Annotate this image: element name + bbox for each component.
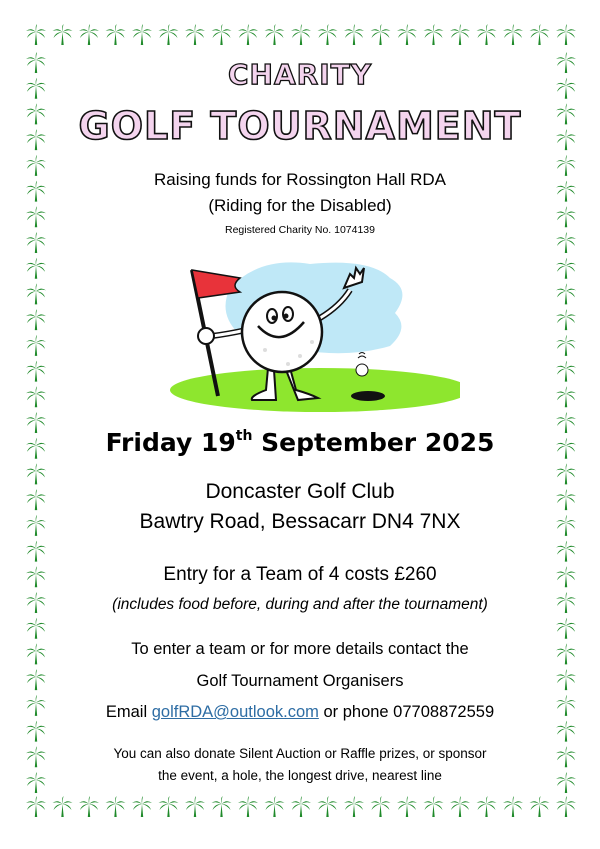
- palm-tree-icon: [26, 206, 46, 227]
- title-charity: CHARITY: [227, 58, 372, 91]
- donate-line-1: You can also donate Silent Auction or Raffle prizes, or sponsor: [113, 746, 487, 761]
- palm-tree-icon: [556, 258, 576, 279]
- palm-tree-icon: [530, 24, 550, 45]
- palm-tree-icon: [159, 796, 179, 817]
- palm-tree-icon: [26, 489, 46, 510]
- palm-tree-icon: [26, 695, 46, 716]
- palm-tree-icon: [26, 721, 46, 742]
- palm-tree-icon: [556, 181, 576, 202]
- palm-tree-icon: [318, 24, 338, 45]
- palm-tree-icon: [556, 721, 576, 742]
- palm-tree-icon: [26, 746, 46, 767]
- palm-tree-icon: [556, 515, 576, 536]
- palm-tree-icon: [556, 309, 576, 330]
- palm-tree-icon: [265, 24, 285, 45]
- palm-tree-icon: [318, 796, 338, 817]
- border-left-column: [26, 52, 46, 793]
- palm-tree-icon: [26, 541, 46, 562]
- border-bottom-row: [26, 796, 576, 817]
- palm-tree-icon: [106, 796, 126, 817]
- palm-tree-icon: [450, 24, 470, 45]
- palm-tree-icon: [556, 772, 576, 793]
- palm-tree-icon: [265, 796, 285, 817]
- palm-tree-icon: [450, 796, 470, 817]
- border-right-column: [556, 52, 576, 793]
- title-golf-tournament: GOLF TOURNAMENT: [78, 104, 522, 148]
- palm-tree-icon: [556, 386, 576, 407]
- palm-tree-icon: [26, 386, 46, 407]
- palm-tree-icon: [556, 746, 576, 767]
- palm-tree-icon: [477, 24, 497, 45]
- palm-tree-icon: [26, 643, 46, 664]
- palm-tree-icon: [556, 695, 576, 716]
- palm-tree-icon: [397, 24, 417, 45]
- palm-tree-icon: [26, 361, 46, 382]
- palm-tree-icon: [159, 24, 179, 45]
- subtitle-riding: (Riding for the Disabled): [208, 196, 392, 215]
- palm-tree-icon: [26, 52, 46, 73]
- palm-tree-icon: [238, 796, 258, 817]
- palm-tree-icon: [26, 796, 46, 817]
- palm-tree-icon: [26, 283, 46, 304]
- palm-tree-icon: [26, 669, 46, 690]
- palm-tree-icon: [132, 796, 152, 817]
- palm-tree-icon: [291, 796, 311, 817]
- palm-tree-icon: [556, 541, 576, 562]
- palm-tree-icon: [503, 24, 523, 45]
- palm-tree-icon: [53, 24, 73, 45]
- palm-tree-icon: [26, 592, 46, 613]
- palm-tree-icon: [26, 155, 46, 176]
- palm-tree-icon: [53, 796, 73, 817]
- palm-tree-icon: [556, 618, 576, 639]
- palm-tree-icon: [556, 335, 576, 356]
- event-date: Friday 19th September 2025: [105, 428, 495, 457]
- email-link[interactable]: golfRDA@outlook.com: [151, 703, 319, 721]
- palm-tree-icon: [344, 796, 364, 817]
- palm-tree-icon: [26, 438, 46, 459]
- palm-tree-icon: [556, 796, 576, 817]
- palm-tree-icon: [530, 796, 550, 817]
- palm-tree-icon: [185, 796, 205, 817]
- palm-tree-icon: [26, 181, 46, 202]
- venue-address: Bawtry Road, Bessacarr DN4 7NX: [139, 510, 461, 533]
- palm-tree-icon: [397, 796, 417, 817]
- palm-tree-icon: [26, 618, 46, 639]
- palm-tree-icon: [556, 489, 576, 510]
- palm-tree-icon: [556, 669, 576, 690]
- entry-includes: (includes food before, during and after the tournament): [112, 596, 488, 613]
- contact-intro: To enter a team or for more details contact the: [131, 640, 469, 658]
- palm-tree-icon: [556, 566, 576, 587]
- contact-email-phone: Email golfRDA@outlook.com or phone 07708872559: [105, 703, 495, 721]
- palm-tree-icon: [371, 796, 391, 817]
- palm-tree-icon: [556, 52, 576, 73]
- donate-line-2: the event, a hole, the longest drive, nearest line: [158, 768, 442, 783]
- palm-tree-icon: [424, 796, 444, 817]
- palm-tree-icon: [26, 412, 46, 433]
- palm-tree-icon: [26, 232, 46, 253]
- palm-tree-icon: [26, 566, 46, 587]
- palm-tree-icon: [26, 129, 46, 150]
- date-ordinal: th: [235, 428, 253, 444]
- palm-tree-icon: [424, 24, 444, 45]
- palm-tree-icon: [26, 24, 46, 45]
- contact-organisers: Golf Tournament Organisers: [196, 672, 404, 690]
- palm-tree-icon: [556, 24, 576, 45]
- palm-tree-icon: [26, 515, 46, 536]
- palm-tree-icon: [556, 206, 576, 227]
- palm-tree-icon: [26, 335, 46, 356]
- palm-tree-icon: [212, 24, 232, 45]
- palm-tree-icon: [106, 24, 126, 45]
- palm-tree-icon: [477, 796, 497, 817]
- palm-tree-icon: [556, 643, 576, 664]
- palm-tree-icon: [79, 24, 99, 45]
- registered-charity-number: Registered Charity No. 1074139: [224, 224, 375, 236]
- palm-tree-icon: [556, 361, 576, 382]
- palm-tree-icon: [26, 463, 46, 484]
- palm-tree-icon: [556, 129, 576, 150]
- entry-cost: Entry for a Team of 4 costs £260: [163, 564, 437, 585]
- palm-tree-icon: [556, 463, 576, 484]
- palm-tree-icon: [212, 796, 232, 817]
- palm-tree-icon: [26, 258, 46, 279]
- palm-tree-icon: [556, 438, 576, 459]
- palm-tree-icon: [556, 103, 576, 124]
- palm-tree-icon: [26, 309, 46, 330]
- palm-tree-icon: [556, 155, 576, 176]
- palm-tree-icon: [371, 24, 391, 45]
- palm-tree-icon: [185, 24, 205, 45]
- palm-tree-icon: [556, 412, 576, 433]
- palm-tree-icon: [503, 796, 523, 817]
- palm-tree-icon: [26, 772, 46, 793]
- palm-tree-icon: [26, 103, 46, 124]
- venue-name: Doncaster Golf Club: [205, 480, 395, 503]
- golf-ball-mascot-illustration: [140, 258, 460, 418]
- palm-tree-icon: [556, 592, 576, 613]
- palm-tree-icon: [556, 232, 576, 253]
- palm-tree-icon: [79, 796, 99, 817]
- border-top-row: [26, 24, 576, 45]
- palm-tree-icon: [26, 78, 46, 99]
- palm-tree-icon: [556, 283, 576, 304]
- palm-tree-icon: [132, 24, 152, 45]
- palm-tree-icon: [238, 24, 258, 45]
- palm-tree-icon: [291, 24, 311, 45]
- palm-tree-icon: [556, 78, 576, 99]
- palm-tree-icon: [344, 24, 364, 45]
- subtitle-raising-funds: Raising funds for Rossington Hall RDA: [154, 170, 446, 189]
